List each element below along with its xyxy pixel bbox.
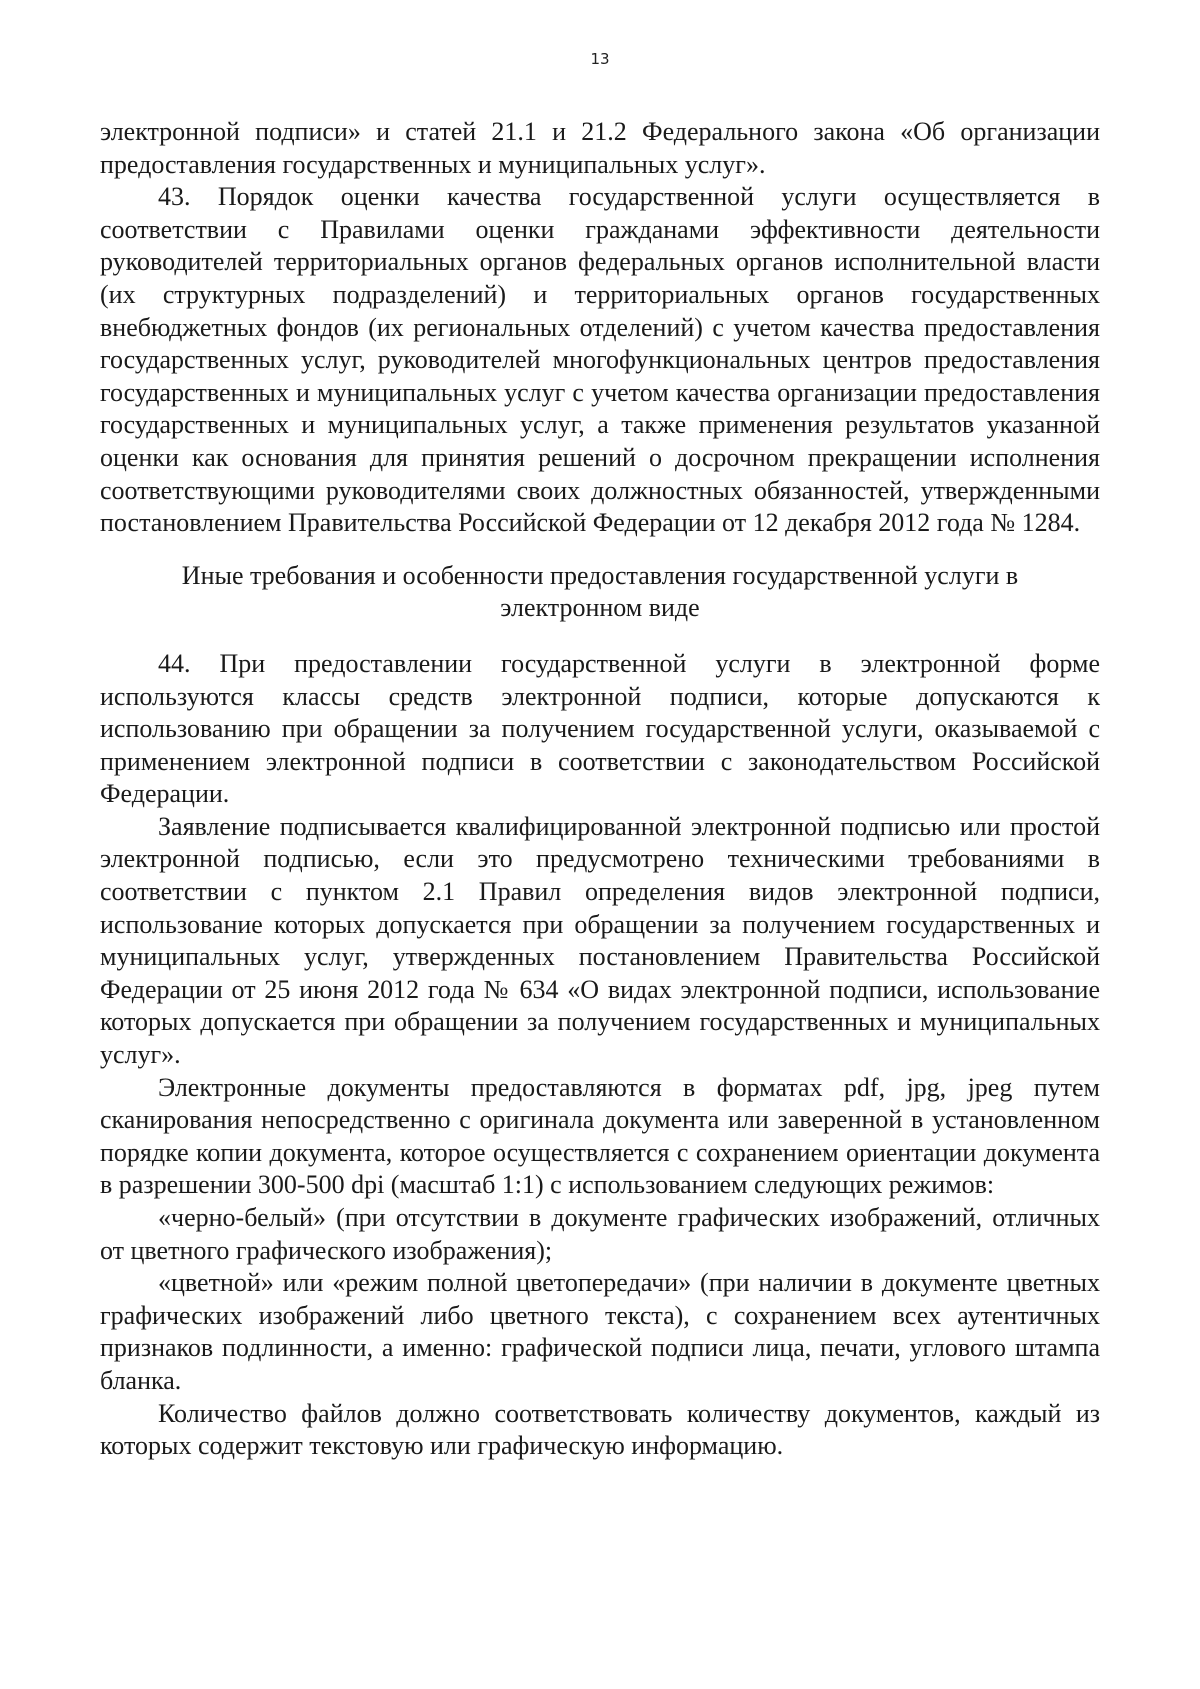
- page-number: 13: [590, 50, 610, 68]
- paragraph-44: 44. При предоставлении государственной услуги в электронной форме используются классы средств электронной подписи, которые допускаются к использованию при обращении за получением государственной услуги, оказываемой с применением электронной подписи в соответствии с законодательством Российской Федерации.: [100, 648, 1100, 809]
- paragraph-mode-color: «цветной» или «режим полной цветопередачи» (при наличии в документе цветных графических изображений либо цветного текста), с сохранением всех аутентичных признаков подлинности, а именно: графической подписи лица, печати, углового штампа бланка.: [100, 1268, 1100, 1395]
- paragraph-signature: Заявление подписывается квалифицированной электронной подписью или простой электронной подписью, если это предусмотрено техническими требованиями в соответствии с пунктом 2.1 Правил определения видов электронной подписи, использование которых допускается при обращении за получением государственных и муниципальных услуг, утвержденных постановлением Правительства Российской Федерации от 25 июня 2012 года № 634 «О видах электронной подписи, использование которых допускается при обращении за получением государственных и муниципальных услуг».: [100, 811, 1100, 1070]
- paragraph-43: 43. Порядок оценки качества государственной услуги осуществляется в соответствии с Правилами оценки гражданами эффективности деятельности руководителей территориальных органов федеральных органов исполнительной власти (их структурных подразделений) и территориальных органов государственных внебюджетных фондов (их региональных отделений) с учетом качества предоставления государственных услуг, руководителей многофункциональных центров предоставления государственных и муниципальных услуг с учетом качества организации предоставления государственных и муниципальных услуг, а также применения результатов указанной оценки как основания для принятия решений о досрочном прекращении исполнения соответствующими руководителями своих должностных обязанностей, утвержденными постановлением Правительства Российской Федерации от 12 декабря 2012 года № 1284.: [100, 182, 1100, 538]
- paragraph-continuation: электронной подписи» и статей 21.1 и 21.2 Федерального закона «Об организации предоставления государственных и муниципальных услуг».: [100, 117, 1100, 179]
- paragraph-mode-bw: «черно-белый» (при отсутствии в документе графических изображений, отличных от цветного графического изображения);: [100, 1203, 1100, 1265]
- paragraph-formats: Электронные документы предоставляются в форматах pdf, jpg, jpeg путем сканирования непосредственно с оригинала документа или заверенной в установленном порядке копии документа, которое осуществляется с сохранением ориентации документа в разрешении 300-500 dpi (масштаб 1:1) с использованием следующих режимов:: [100, 1072, 1100, 1200]
- paragraph-file-count: Количество файлов должно соответствовать количеству документов, каждый из которых содержит текстовую или графическую информацию.: [100, 1398, 1100, 1461]
- document-body: [100, 116, 1100, 1463]
- section-heading: Иные требования и особенности предоставления государственной услуги в электронном виде: [181, 560, 1019, 623]
